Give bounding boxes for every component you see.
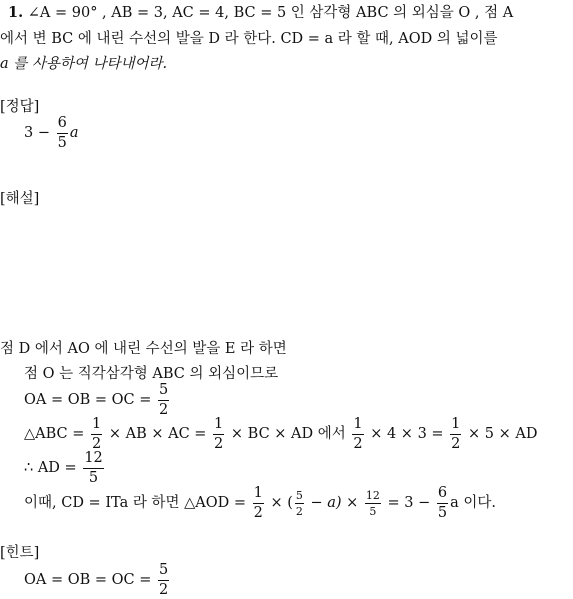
problem-line-3: a 를 사용하여 나타내어라. (0, 56, 168, 72)
explanation-line-4 (24, 417, 537, 451)
hint-eq-text: OA = OB = OC = (24, 572, 152, 588)
answer-var: a (69, 125, 79, 141)
half-2-num: 1 (213, 417, 224, 435)
half-4-num: 1 (450, 417, 461, 435)
aod-part-2: − a) × (310, 495, 359, 511)
area-abc-mid-1: × AB × AC = (108, 426, 207, 442)
problem-line-2: 에서 변 BC 에 내린 수선의 발을 D 라 한다. CD = a 라 할 때, AOD 의 넓이를 (0, 31, 498, 47)
hint-den: 2 (159, 581, 169, 598)
half-4-den: 2 (451, 435, 461, 452)
problem-text (8, 6, 513, 21)
aod-f3-num: 12 (365, 488, 380, 502)
oa-ob-oc-equation: OA = OB = OC = (24, 392, 152, 408)
half-3-den: 2 (353, 435, 363, 452)
therefore-ad-lead: ∴ AD = (24, 460, 77, 476)
explanation-heading: [해설] (0, 191, 40, 207)
line3-num: 5 (158, 383, 169, 401)
answer-heading: [정답] (0, 99, 40, 115)
half-fraction-2 (213, 417, 224, 451)
area-abc-lead: △ABC = (24, 426, 85, 442)
area-abc-mid-2: × BC × AD 에서 (230, 426, 346, 442)
half-1-den: 2 (92, 435, 102, 452)
aod-f2-den: 2 (295, 504, 303, 518)
explanation-line-2: 점 O 는 직각삼각형 ABC 의 외심이므로 (24, 366, 279, 382)
half-fraction-3 (352, 417, 363, 451)
area-abc-mid-3: × 4 × 3 = (370, 426, 444, 442)
area-abc-tail: × 5 × AD (468, 426, 538, 442)
line3-fraction (158, 383, 169, 417)
ad-den: 5 (88, 469, 99, 486)
hint-fraction (158, 563, 169, 597)
aod-six-fifths (437, 486, 448, 520)
aod-f4-den: 5 (437, 504, 448, 521)
ad-num: 12 (83, 451, 103, 469)
aod-half-den: 2 (253, 504, 263, 521)
ad-fraction (83, 451, 103, 485)
half-fraction-1 (91, 417, 102, 451)
aod-f2-num: 5 (295, 488, 303, 502)
answer-expression (24, 116, 78, 150)
problem-line-1: ∠A = 90° , AB = 3, AC = 4, BC = 5 인 삼각형 ABC 의 외심을 O , 점 A (27, 5, 514, 21)
half-2-den: 2 (214, 435, 224, 452)
hint-equation (24, 563, 171, 597)
explanation-line-5 (24, 451, 106, 485)
aod-half (253, 486, 264, 520)
aod-f4-num: 6 (437, 486, 448, 504)
explanation-line-1: 점 D 에서 AO 에 내린 수선의 발을 E 라 하면 (0, 341, 287, 357)
problem-number: 1. (8, 4, 24, 21)
aod-five-halves (295, 490, 304, 517)
half-1-num: 1 (91, 417, 102, 435)
answer-frac-num: 6 (57, 116, 68, 134)
explanation-line-6 (24, 486, 496, 520)
aod-f3-den: 5 (369, 504, 377, 518)
aod-part-3: = 3 − (387, 495, 431, 511)
line3-den: 2 (159, 401, 169, 418)
answer-frac-den: 5 (57, 134, 67, 151)
hint-num: 5 (158, 563, 169, 581)
aod-lead: 이때, CD = ITa 라 하면 △AOD = (24, 495, 246, 511)
aod-tail: a 이다. (450, 495, 496, 511)
answer-fraction (57, 116, 68, 150)
explanation-line-3 (24, 383, 171, 417)
aod-half-num: 1 (253, 486, 264, 504)
half-fraction-4 (450, 417, 461, 451)
aod-part-1: × ( (270, 495, 293, 511)
aod-twelve-fifths (365, 490, 381, 517)
answer-lead: 3 − (24, 125, 50, 141)
hint-heading: [힌트] (0, 545, 40, 561)
half-3-num: 1 (352, 417, 363, 435)
